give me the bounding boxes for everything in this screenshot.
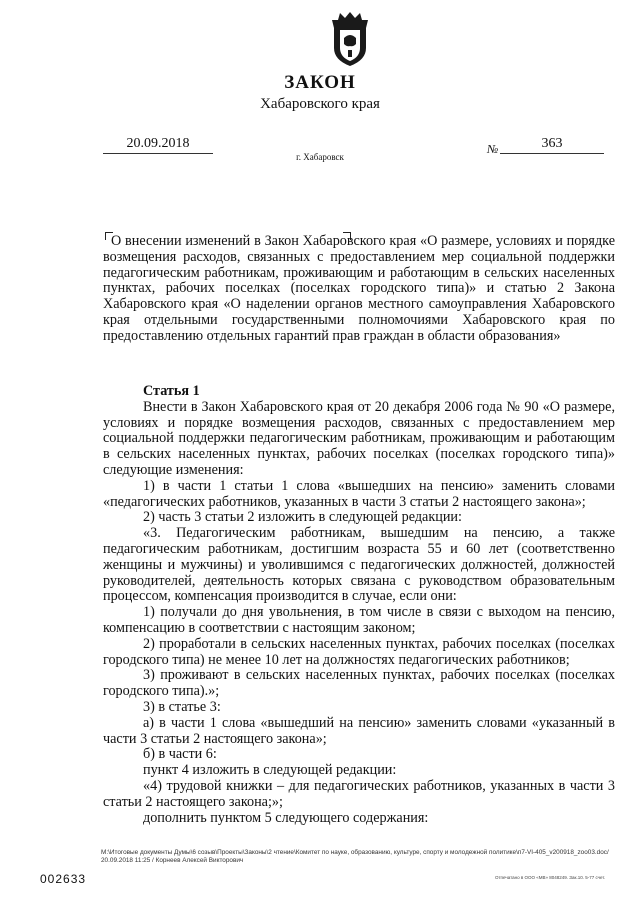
article-title: Статья 1 xyxy=(143,383,200,399)
law-heading: О внесении изменений в Закон Хабаровского края «О размере, условиях и порядке возмещения расходов, связанных с предоставлением мер социальной поддержки педагогическим работникам, проживающим и работающим в сельских населенных пунктах, рабочих поселках (поселках городского типа)» и статью 2 Закона Хабаровского края «О наделении органов местного самоуправления Хабаровского края отдельными государственными полномочиями Хабаровского края по предоставлению отдельных гарантий прав граждан в области образования» xyxy=(103,233,615,344)
article-paragraph: «3. Педагогическим работникам, вышедшим на пенсию, а также педагогическим работникам, достигшим возраста 55 и 60 лет (соответственно женщины и мужчины) и уволившимся с педагогических должностей, должностей руководителей, деятельность которых связана с руководством образовательным процессом, компенсация производится в случае, если они: xyxy=(103,525,615,605)
article-paragraph: 2) часть 3 статьи 2 изложить в следующей редакции: xyxy=(143,509,462,526)
document-issuer: Хабаровского края xyxy=(260,96,380,112)
print-stamp: Отпечатано в ООО «МВ» 8048249. Зак.10. 5-77 счет. xyxy=(495,875,606,880)
footer-file-path: M:\Итоговые документы Думы\6 созыв\Проекты\Законы\2 чтение\Комитет по науке, образованию, культуре, спорту и молодежной политике\п7-VI-405_v200918_zoo03.doc/ 20.09.2018 11:25 / Корнеев Алексей Викторович xyxy=(101,849,609,864)
article-paragraph: 3) проживают в сельских населенных пунктах, рабочих поселках (поселках городского типа).»; xyxy=(103,667,615,700)
article-paragraph: а) в части 1 слова «вышедший на пенсию» заменить словами «указанный в части 3 статьи 2 настоящего закона»; xyxy=(103,714,615,747)
registration-number: 002633 xyxy=(40,872,87,886)
number-sign: № xyxy=(487,142,499,156)
article-paragraph: Внести в Закон Хабаровского края от 20 декабря 2006 года № 90 «О размере, условиях и порядке возмещения расходов, связанных с предоставлением мер социальной поддержки педагогическим работникам, проживающим и работающим в сельских населенных пунктах, рабочих поселках (поселках городского типа)» следующие изменения: xyxy=(103,398,615,478)
document-city: г. Хабаровск xyxy=(296,152,344,162)
article-paragraph: 1) получали до дня увольнения, в том числе в связи с выходом на пенсию, компенсацию в соответствии с настоящим законом; xyxy=(103,604,615,636)
article-body xyxy=(103,384,615,826)
article-paragraph: пункт 4 изложить в следующей редакции: xyxy=(143,762,397,779)
article-paragraph: «4) трудовой книжки – для педагогических работников, указанных в части 3 статьи 2 настоящего закона;»; xyxy=(103,777,615,810)
document-number: 363 xyxy=(500,136,604,154)
document-date: 20.09.2018 xyxy=(103,136,213,154)
article-paragraph: дополнить пунктом 5 следующего содержания: xyxy=(143,809,429,826)
article-paragraph: 1) в части 1 статьи 1 слова «вышедших на пенсию» заменить словами «педагогических работников, указанных в части 3 статьи 2 настоящего закона»; xyxy=(103,477,615,510)
article-paragraph: б) в части 6: xyxy=(143,746,217,763)
document-type-title: ЗАКОН xyxy=(284,72,356,93)
article-paragraph: 2) проработали в сельских населенных пунктах, рабочих поселках (поселках городского типа) не менее 10 лет на должностях педагогических работников; xyxy=(103,635,615,668)
coat-of-arms-emblem xyxy=(328,8,372,68)
article-paragraph: 3) в статье 3: xyxy=(143,698,221,715)
